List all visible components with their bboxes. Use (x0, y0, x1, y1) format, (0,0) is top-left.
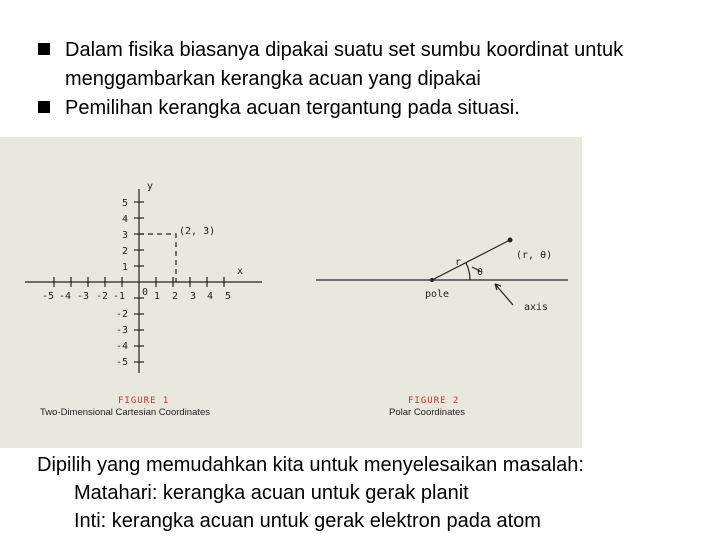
point-label: (2, 3) (179, 226, 216, 237)
x-tick-label: 4 (206, 291, 214, 302)
x-tick-label: -1 (112, 291, 126, 302)
bullet-list (38, 36, 708, 123)
axis-label: axis (524, 302, 549, 313)
x-tick-label: -4 (58, 291, 72, 302)
figure-panel (0, 137, 582, 448)
theta-arc (466, 263, 470, 280)
figure2-caption: Polar Coordinates (389, 407, 466, 418)
y-tick-label: 5 (121, 198, 128, 209)
conclusion-text (37, 451, 717, 535)
cartesian-figure (25, 189, 262, 373)
square-bullet-icon (38, 43, 50, 55)
polar-point-label: (r, θ) (516, 250, 553, 261)
y-tick-label: 2 (121, 246, 128, 257)
x-tick-label: 3 (189, 291, 197, 302)
x-tick-label: -5 (41, 291, 55, 302)
y-tick-label: -4 (115, 341, 128, 352)
point-guide-lines (139, 234, 176, 282)
x-tick-labels (42, 291, 231, 302)
bullet-text: Dalam fisika biasanya dipakai suatu set sumbu koordinat untuk menggambarkan kerangka acuan yang dipakai (65, 39, 624, 90)
radius-line (432, 240, 510, 280)
figure1-caption: Two-Dimensional Cartesian Coordinates (40, 407, 211, 418)
y-tick-label: 3 (121, 230, 128, 241)
axis-pointer-line (495, 284, 513, 305)
x-tick-label: 2 (171, 291, 179, 302)
conclusion-heading: Dipilih yang memudahkan kita untuk menyelesaikan masalah: (37, 454, 584, 476)
r-label: r (455, 257, 462, 268)
pole-point (430, 278, 434, 282)
conclusion-item: Inti: kerangka acuan untuk gerak elektron pada atom (74, 510, 541, 532)
y-tick-label: -3 (115, 325, 128, 336)
y-tick-label: -5 (115, 357, 128, 368)
coordinate-figures (0, 137, 582, 448)
y-tick-label: 1 (121, 262, 128, 273)
figure1-caption-title: FIGURE 1 (118, 396, 170, 406)
y-tick-label: 4 (121, 214, 128, 225)
theta-label: θ (477, 267, 484, 278)
bullet-item (38, 36, 708, 94)
bullet-text: Pemilihan kerangka acuan tergantung pada situasi. (65, 97, 520, 119)
x-tick-label: -2 (95, 291, 109, 302)
x-tick-label: 5 (224, 291, 232, 302)
pole-label: pole (425, 289, 450, 300)
x-tick-label: 1 (153, 291, 161, 302)
y-axis-label: y (147, 181, 154, 192)
bullet-item (38, 94, 708, 123)
figure2-caption-title: FIGURE 2 (408, 396, 460, 406)
y-tick-label: -2 (115, 309, 128, 320)
x-axis-label: x (237, 266, 244, 277)
x-tick-label: -3 (76, 291, 90, 302)
polar-point (508, 238, 513, 243)
conclusion-item: Matahari: kerangka acuan untuk gerak planit (74, 482, 469, 504)
square-bullet-icon (38, 101, 50, 113)
origin-label: 0 (142, 287, 149, 298)
